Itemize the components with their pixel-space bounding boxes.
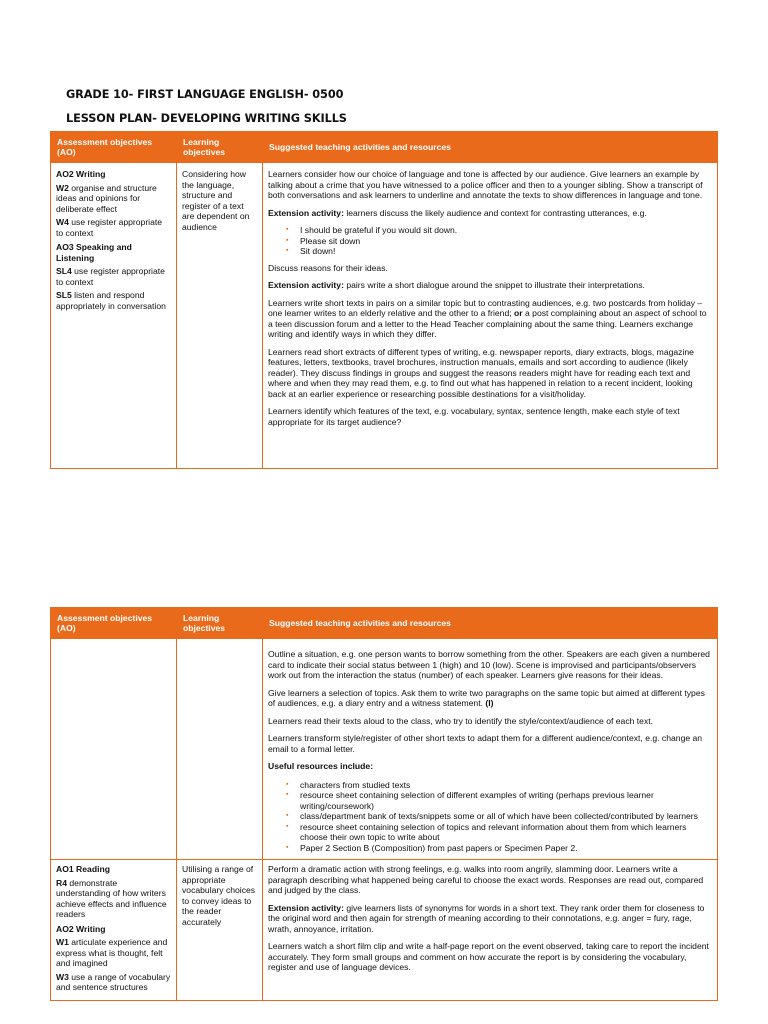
resources-label: Useful resources include: [268,761,374,771]
ao-heading: AO1 Reading [56,864,110,874]
activity-paragraph: Learners read their texts aloud to the class, who try to identify the style/context/audience of each text. [268,715,654,726]
header-teaching-activities: Suggested teaching activities and resources [263,132,718,163]
header-teaching-activities: Suggested teaching activities and resources [263,608,718,639]
teaching-activities-cell [263,639,718,860]
activity-paragraph: Discuss reasons for their ideas. [268,262,388,273]
table-row [51,163,718,469]
activity-paragraph: Learners consider how our choice of language and tone is affected by our audience. Give learners an example by talking about a crime that you have witnessed to a police officer and then to a younger sibling. Show a transcript of both conversations and ask learners to underline and annotate the texts to show differences in language and tone. [268,169,703,200]
table-header-row [51,132,718,163]
activity-paragraph: Learners identify which features of the text, e.g. vocabulary, syntax, sentence length, make each style of text appropriate for its target audience? [268,406,680,427]
list-item: ▪ Sit down! [300,246,712,257]
list-item: ▪ I should be grateful if you would sit down. [300,225,712,236]
ao-heading: AO2 Writing [56,923,106,934]
ao-heading: AO2 Writing [56,169,106,179]
header-assessment-objectives: Assessment objectives (AO) [51,132,177,163]
header-assessment-objectives: Assessment objectives (AO) [51,608,177,639]
activity-paragraph: Learners write short texts in pairs on a similar topic but to contrasting audiences, e.g. two postcards from holiday – one learner writes to an elderly relative and the other to a friend; or a post complaining about an aspect of school to a teen discussion forum and a letter to the Head Teacher complaining about the same thing. Learners exchange writing and identify ways in which they differ. [268,297,707,339]
assessment-objectives-cell [51,163,177,469]
learning-objectives-cell: Utilising a range of appropriate vocabulary choices to convey ideas to the reader accurately [177,860,263,1001]
list-item: ▪ class/department bank of texts/snippets some or all of which have been collected/contributed by learners [300,811,712,822]
ao-heading: AO3 Speaking and Listening [56,242,132,263]
activity-paragraph: Perform a dramatic action with strong feelings, e.g. walks into room angrily, slamming door. Learners write a paragraph describing what happened being careful to choose the exact words. Responses are read out, compared and judged by the class. [268,864,704,895]
list-item: ▪ Paper 2 Section B (Composition) from past papers or Specimen Paper 2. [300,843,712,854]
activity-paragraph: Outline a situation, e.g. one person wants to borrow something from the other. Speakers are each given a numbered card to indicate their social status between 1 (high) and 10 (low). Scene is improvised and participants/observers work out from the interaction the status (number) of each speaker. Learners give reasons for their ideas. [268,649,710,680]
ao-item: SL5 listen and respond appropriately in conversation [56,290,166,311]
ao-item: SL4 use register appropriate to context [56,266,165,287]
activity-paragraph: Extension activity: learners discuss the likely audience and context for contrasting utterances, e.g. [268,207,647,218]
resources-list [268,780,712,854]
document-title: GRADE 10- FIRST LANGUAGE ENGLISH- 0500 [66,88,344,101]
activity-paragraph: Extension activity: pairs write a short dialogue around the snippet to illustrate their interpretations. [268,280,645,290]
lesson-plan-table-2 [50,607,718,1001]
teaching-activities-cell [263,860,718,1001]
header-learning-objectives: Learning objectives [177,608,263,639]
lesson-plan-table-1 [50,131,718,469]
assessment-objectives-cell [51,639,177,860]
ao-item: W1 articulate experience and express what is thought, felt and imagined [56,937,168,968]
activity-paragraph: Learners watch a short film clip and write a half-page report on the event observed, taking care to report the incident accurately. They form small groups and comment on how accurate the report is by considering the vocabulary, register and use of language devices. [268,941,709,972]
ao-item: W2 organise and structure ideas and opinions for deliberate effect [56,182,157,214]
list-item: ▪ characters from studied texts [300,780,712,791]
table-row [51,860,718,1001]
activity-paragraph: Give learners a selection of topics. Ask them to write two paragraphs on the same topic but aimed at different types of audiences, e.g. a diary entry and a witness statement. (I) [268,687,705,708]
learning-objectives-cell [177,639,263,860]
activity-paragraph: Extension activity: give learners lists of synonyms for words in a short text. They rank order them for closeness to the original word and then again for strength of meaning according to their connotations, e.g. anger = fury, rage, wrath, annoyance, irritation. [268,902,705,934]
activity-paragraph: Learners transform style/register of other short texts to adapt them for a different audience/context, e.g. change an email to a formal letter. [268,733,703,754]
example-list [268,225,712,257]
learning-objectives-cell: Considering how the language, structure and register of a text are dependent on audience [177,163,263,469]
ao-item: W4 use register appropriate to context [56,217,163,238]
list-item: ▪ resource sheet containing selection of topics and relevant information about them from which learners choose their own topic to write about [300,822,712,843]
teaching-activities-cell [263,163,718,469]
ao-item: W3 use a range of vocabulary and sentence structures [56,971,171,992]
header-learning-objectives: Learning objectives [177,132,263,163]
document-subtitle: LESSON PLAN- DEVELOPING WRITING SKILLS [66,112,347,125]
list-item: ▪ resource sheet containing selection of different examples of writing (perhaps previous learner writing/coursework) [300,790,712,811]
table-row [51,639,718,860]
list-item: ▪ Please sit down [300,236,712,247]
ao-item: R4 demonstrate understanding of how writers achieve effects and influence readers [56,877,167,919]
assessment-objectives-cell [51,860,177,1001]
activity-paragraph: Learners read short extracts of different types of writing, e.g. newspaper reports, diary extracts, blogs, magazine features, letters, textbooks, travel brochures, instruction manuals, emails and sort according to audience (likely reader). They discuss findings in groups and suggest the reasons readers might have for reading each text and where and when they may read them, e.g. to find out what has happened in relation to a recent incident, looking back at an earlier experience or researching possible destinations for a visit/holiday. [268,346,694,399]
table-header-row [51,608,718,639]
